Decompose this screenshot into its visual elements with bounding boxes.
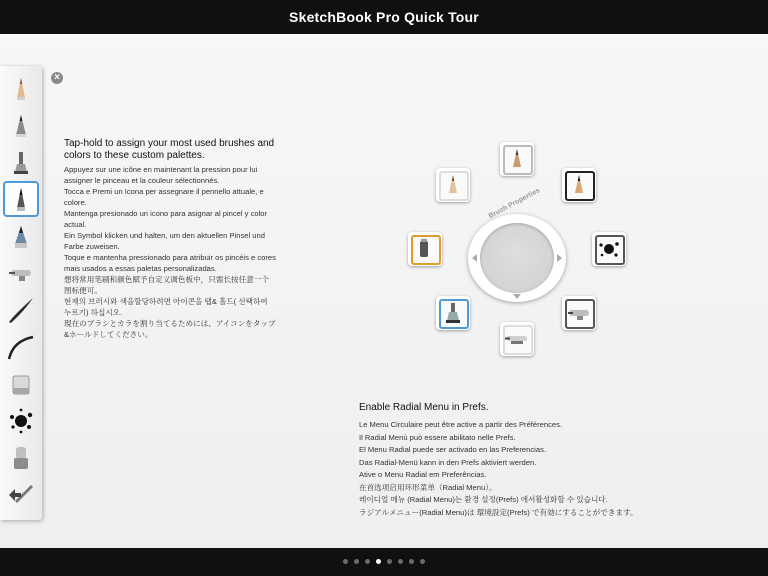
radial-ja: ラジアルメニュー(Radial Menu)は 環境設定(Prefs) で有効にすることができます。 xyxy=(359,507,638,517)
radial-ko: 레이디얼 메뉴 (Radial Menu)는 환경 설정(Prefs) 에서활성화할 수 있습니다. xyxy=(359,495,608,504)
brush-toolbar xyxy=(0,66,42,520)
tool-paint-stroke[interactable] xyxy=(5,294,37,326)
pencil-dark-icon xyxy=(5,109,37,141)
instruction-es: Mantenga presionado un icono para asignar al pincel y color actual. xyxy=(64,209,268,229)
paint-stroke-icon xyxy=(5,294,37,326)
radial-fr: Le Menu Circulaire peut être active a partir des Préférences. xyxy=(359,420,563,429)
tool-pencil-dark[interactable] xyxy=(5,109,37,141)
pencil-slot-icon xyxy=(503,145,531,173)
radial-heading: Enable Radial Menu in Prefs. xyxy=(359,402,489,413)
instruction-pt: Toque e mantenha pressionado para atribuir os pincéis e cores mais usados a essas paletas personalizadas. xyxy=(64,253,276,273)
radial-slot-left[interactable] xyxy=(408,232,442,266)
instruction-ko: 현재의 브러시와 색을할당하려면 아이콘을 탭& 홀드( 선택하여 누르기) 하십시오. xyxy=(64,297,268,317)
smudge-icon xyxy=(5,442,37,474)
page-dot-6[interactable] xyxy=(398,559,403,564)
arrow-down-icon xyxy=(513,294,521,299)
radial-slot-bottom-right[interactable] xyxy=(562,296,596,330)
pencil-light-icon xyxy=(5,72,37,104)
airbrush-slot-icon xyxy=(565,299,593,327)
page-dot-4-active[interactable] xyxy=(376,559,381,564)
page-dot-3[interactable] xyxy=(365,559,370,564)
tool-curve-stroke[interactable] xyxy=(5,331,37,363)
tool-pen-nib[interactable] xyxy=(5,146,37,178)
radial-it: Il Radial Menù può essere abilitato nelle Prefs. xyxy=(359,432,516,442)
pager-bar xyxy=(0,548,768,576)
palette-instructions xyxy=(64,138,276,340)
marker-slot-icon xyxy=(411,235,439,263)
radial-slot-right[interactable] xyxy=(592,232,626,266)
radial-instructions xyxy=(359,402,719,519)
airbrush-icon xyxy=(5,257,37,289)
pencil-light-slot-icon xyxy=(439,171,467,199)
title-bar xyxy=(0,0,768,34)
radial-slot-bottom-left[interactable] xyxy=(436,296,470,330)
hub-label: Brush Properties xyxy=(487,187,542,220)
tool-ink-pen[interactable] xyxy=(5,220,37,252)
palette-heading: Tap-hold to assign your most used brushes and colors to these custom palettes. xyxy=(64,138,275,161)
curve-stroke-icon xyxy=(5,331,37,363)
tool-smudge[interactable] xyxy=(5,442,37,474)
instruction-zh: 想将常用笔刷和颜色赋予自定义调色板中，只需长按任意一个图标便可。 xyxy=(64,275,270,295)
radial-es: El Menu Radial puede ser activado en las Preferencias. xyxy=(359,445,546,454)
eraser-icon xyxy=(5,368,37,400)
brush-properties-puck[interactable] xyxy=(480,223,554,293)
tool-marker-selected[interactable] xyxy=(3,181,39,217)
arrow-right-icon xyxy=(557,254,562,262)
tool-splatter[interactable] xyxy=(5,405,37,437)
instruction-it: Tocca e Premi un Icona per assegnare il pennello attuale, e colore. xyxy=(64,187,264,207)
arrow-left-icon xyxy=(472,254,477,262)
instruction-fr: Appuyez sur une icône en maintenant la pression pour lui assigner le pinceau et la couleur sélectionnés. xyxy=(64,165,258,185)
page-dot-7[interactable] xyxy=(409,559,414,564)
pen-nib-icon xyxy=(5,146,37,178)
tool-pencil-light[interactable] xyxy=(5,72,37,104)
splatter-icon xyxy=(5,405,37,437)
ink-pen-icon xyxy=(5,220,37,252)
radial-slot-top[interactable] xyxy=(500,142,534,176)
page-dot-2[interactable] xyxy=(354,559,359,564)
radial-slot-bottom[interactable] xyxy=(500,322,534,356)
page-dot-8[interactable] xyxy=(420,559,425,564)
radial-pt: Ative o Menu Radial em Preferências. xyxy=(359,470,487,479)
tool-undo-brush[interactable] xyxy=(5,479,37,511)
radial-de: Das Radial-Menü kann in den Prefs aktiviert werden. xyxy=(359,457,537,467)
page-indicator xyxy=(0,559,768,564)
pencil-dark-slot-icon xyxy=(565,171,593,199)
ink-slot-icon xyxy=(439,299,467,327)
marker-selected-icon xyxy=(5,183,37,215)
instruction-de: Ein Symbol klicken und halten, um den aktuellen Pinsel und Farbe zuweisen. xyxy=(64,231,265,251)
tool-eraser[interactable] xyxy=(5,368,37,400)
chisel-slot-icon xyxy=(503,325,531,353)
instruction-ja: 現在のブラシとカラを割り当てるためには、アイコンをタップ&ホールドしてください。 xyxy=(64,319,276,339)
tool-airbrush[interactable] xyxy=(5,257,37,289)
radial-hub[interactable] xyxy=(468,187,566,302)
radial-slot-top-right[interactable] xyxy=(562,168,596,202)
radial-zh: 在首选项启用环形菜单（Radial Menu）。 xyxy=(359,482,497,492)
page-dot-5[interactable] xyxy=(387,559,392,564)
close-icon[interactable]: × xyxy=(51,72,63,84)
radial-slot-top-left[interactable] xyxy=(436,168,470,202)
undo-brush-icon xyxy=(5,479,37,511)
radial-menu xyxy=(406,140,630,364)
page-title: SketchBook Pro Quick Tour xyxy=(289,9,479,25)
splatter-slot-icon xyxy=(595,235,623,263)
page-dot-1[interactable] xyxy=(343,559,348,564)
